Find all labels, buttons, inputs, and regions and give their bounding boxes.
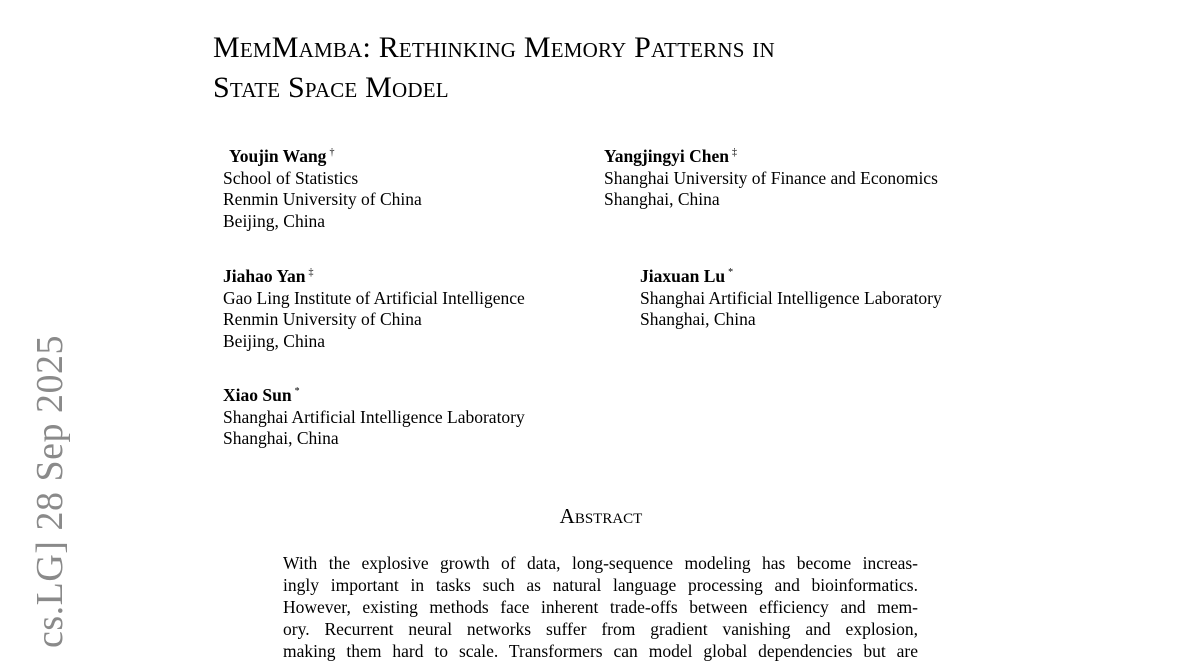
author-affiliation: School of Statistics bbox=[223, 167, 359, 188]
author-footnote-mark: * bbox=[728, 267, 734, 278]
author-block-1 bbox=[223, 142, 422, 232]
author-affiliation: Beijing, China bbox=[223, 330, 326, 351]
author-footnote-mark: * bbox=[294, 386, 300, 397]
abstract-line: With the explosive growth of data, long-sequence modeling has become increas- bbox=[283, 553, 918, 573]
paper-title-line-1: MemMamba: Rethinking Memory Patterns in bbox=[213, 31, 775, 64]
author-name: Xiao Sun bbox=[223, 385, 292, 405]
arxiv-side-stamp: cs.LG] 28 Sep 2025 bbox=[29, 335, 71, 648]
author-affiliation: Shanghai, China bbox=[640, 309, 756, 329]
abstract-line: ingly important in tasks such as natural language processing and bioinformatics. bbox=[283, 575, 918, 595]
author-affiliation: Shanghai University of Finance and Economics bbox=[604, 167, 938, 188]
author-affiliation: Beijing, China bbox=[223, 210, 326, 231]
paper-title bbox=[213, 28, 1113, 108]
author-name: Jiaxuan Lu bbox=[640, 266, 726, 286]
author-block-2 bbox=[604, 142, 938, 211]
abstract-line: making them hard to scale. Transformers can model global dependencies but are bbox=[283, 641, 918, 661]
abstract-heading-text: Abstract bbox=[559, 504, 643, 528]
author-affiliation: Renmin University of China bbox=[223, 189, 422, 209]
abstract-heading bbox=[0, 503, 1200, 529]
author-affiliation: Shanghai, China bbox=[223, 428, 339, 448]
author-block-5 bbox=[223, 381, 525, 450]
abstract-body bbox=[283, 552, 918, 662]
author-affiliation: Shanghai Artificial Intelligence Laboratory bbox=[223, 406, 525, 427]
paper-title-line-2: State Space Model bbox=[213, 71, 449, 104]
author-name: Jiahao Yan bbox=[223, 266, 306, 286]
author-footnote-mark: † bbox=[329, 147, 335, 158]
abstract-line: ory. Recurrent neural networks suffer from gradient vanishing and explosion, bbox=[283, 619, 918, 639]
author-name: Yangjingyi Chen bbox=[604, 146, 729, 166]
author-affiliation: Gao Ling Institute of Artificial Intelligence bbox=[223, 287, 525, 308]
abstract-line: However, existing methods face inherent trade-offs between efficiency and mem- bbox=[283, 597, 918, 617]
author-block-3 bbox=[223, 262, 525, 352]
author-affiliation: Renmin University of China bbox=[223, 309, 422, 329]
author-affiliation: Shanghai, China bbox=[604, 189, 720, 209]
author-footnote-mark: ‡ bbox=[308, 267, 314, 278]
author-affiliation: Shanghai Artificial Intelligence Laboratory bbox=[640, 287, 942, 308]
author-footnote-mark: ‡ bbox=[731, 147, 737, 158]
author-block-4 bbox=[640, 262, 942, 331]
author-name: Youjin Wang bbox=[229, 146, 327, 166]
